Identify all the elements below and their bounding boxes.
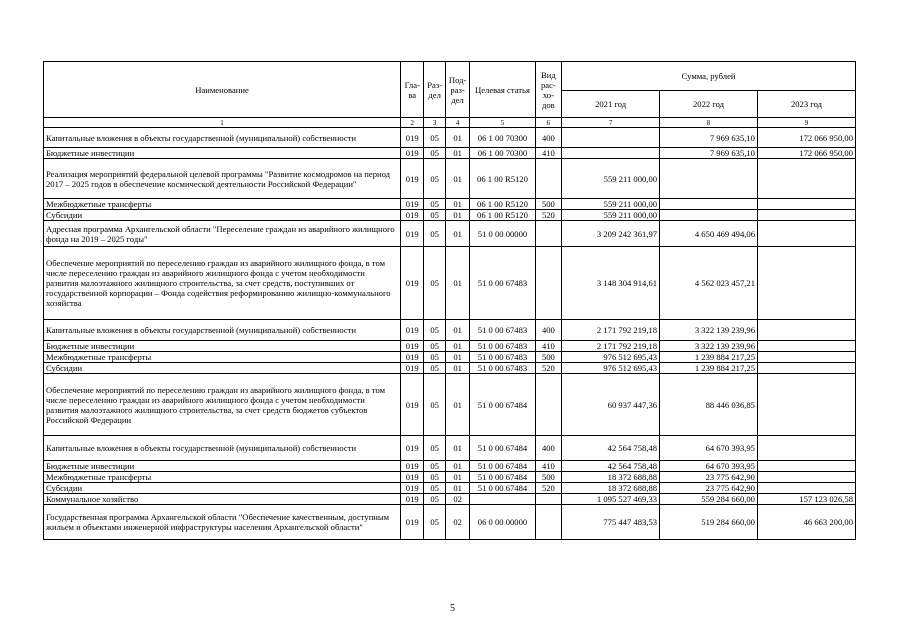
header-razdel: Раз-дел (424, 62, 445, 118)
row-vid-rashodov: 410 (535, 461, 562, 472)
row-amount-2023: 46 663 200,00 (757, 505, 855, 540)
row-amount-2021: 559 211 000,00 (562, 159, 660, 199)
row-amount-2023 (757, 247, 855, 320)
row-vid-rashodov: 400 (535, 436, 562, 461)
row-amount-2022: 519 284 660,00 (660, 505, 758, 540)
row-celevaya-statya: 51 0 00 00000 (470, 221, 535, 247)
row-name: Капитальные вложения в объекты государственной (муниципальной) собственности (44, 128, 401, 148)
row-glava: 019 (401, 352, 424, 363)
row-amount-2021: 2 171 792 219,18 (562, 341, 660, 352)
row-name: Государственная программа Архангельской области "Обеспечение качественным, доступным жильем и объектами инженерной инфраструктуры населения Архангельской области" (44, 505, 401, 540)
table-row (44, 483, 856, 494)
page-number: 5 (450, 603, 455, 614)
row-glava: 019 (401, 436, 424, 461)
row-podrazdel: 01 (445, 374, 469, 436)
row-name: Межбюджетные трансферты (44, 352, 401, 363)
row-razdel: 05 (424, 436, 445, 461)
row-vid-rashodov: 520 (535, 210, 562, 221)
row-amount-2021 (562, 128, 660, 148)
row-amount-2023 (757, 436, 855, 461)
row-glava: 019 (401, 128, 424, 148)
row-amount-2023: 172 066 950,00 (757, 128, 855, 148)
table-row (44, 199, 856, 210)
table-row (44, 221, 856, 247)
row-vid-rashodov: 500 (535, 472, 562, 483)
header-year-2021: 2021 год (562, 91, 660, 118)
row-amount-2021: 775 447 483,53 (562, 505, 660, 540)
row-glava: 019 (401, 494, 424, 505)
table-row (44, 436, 856, 461)
row-amount-2023 (757, 483, 855, 494)
row-amount-2022: 64 670 393,95 (660, 461, 758, 472)
row-amount-2023 (757, 461, 855, 472)
row-name: Бюджетные инвестиции (44, 341, 401, 352)
row-celevaya-statya: 06 0 00 00000 (470, 505, 535, 540)
table-row (44, 352, 856, 363)
row-amount-2021: 18 372 688,88 (562, 483, 660, 494)
row-vid-rashodov: 520 (535, 363, 562, 374)
row-podrazdel: 01 (445, 352, 469, 363)
row-razdel: 05 (424, 494, 445, 505)
row-glava: 019 (401, 199, 424, 210)
row-glava: 019 (401, 461, 424, 472)
row-razdel: 05 (424, 159, 445, 199)
row-amount-2022: 64 670 393,95 (660, 436, 758, 461)
row-podrazdel: 01 (445, 148, 469, 159)
table-row (44, 320, 856, 341)
row-amount-2021: 976 512 695,43 (562, 352, 660, 363)
row-glava: 019 (401, 210, 424, 221)
row-amount-2023 (757, 199, 855, 210)
row-razdel: 05 (424, 210, 445, 221)
row-vid-rashodov (535, 221, 562, 247)
column-number: 2 (401, 118, 424, 128)
row-glava: 019 (401, 320, 424, 341)
row-amount-2023 (757, 352, 855, 363)
row-celevaya-statya: 51 0 00 67483 (470, 320, 535, 341)
row-amount-2023 (757, 159, 855, 199)
row-amount-2023 (757, 221, 855, 247)
row-amount-2022 (660, 199, 758, 210)
row-amount-2022: 7 969 635,10 (660, 128, 758, 148)
row-amount-2022 (660, 210, 758, 221)
row-amount-2023: 172 066 950,00 (757, 148, 855, 159)
row-amount-2023 (757, 374, 855, 436)
row-celevaya-statya: 51 0 00 67483 (470, 247, 535, 320)
column-number: 4 (445, 118, 469, 128)
row-podrazdel: 01 (445, 247, 469, 320)
row-name: Межбюджетные трансферты (44, 472, 401, 483)
table-row (44, 247, 856, 320)
row-amount-2023: 157 123 026,58 (757, 494, 855, 505)
table-row (44, 494, 856, 505)
row-razdel: 05 (424, 128, 445, 148)
column-number: 9 (757, 118, 855, 128)
header-name: Наименование (44, 62, 401, 118)
row-name: Субсидии (44, 483, 401, 494)
row-name: Капитальные вложения в объекты государственной (муниципальной) собственности (44, 320, 401, 341)
row-vid-rashodov: 410 (535, 148, 562, 159)
row-amount-2023 (757, 363, 855, 374)
row-amount-2023 (757, 210, 855, 221)
row-name: Адресная программа Архангельской области "Переселение граждан из аварийного жилищного фонда на 2019 – 2025 годы" (44, 221, 401, 247)
row-podrazdel: 02 (445, 505, 469, 540)
row-amount-2023 (757, 320, 855, 341)
row-amount-2021: 42 564 758,48 (562, 461, 660, 472)
row-name: Обеспечение мероприятий по переселению граждан из аварийного жилищного фонда, в том числе переселению граждан из аварийного жилищного фонда с учетом необходимости развития малоэтажного жилищного строительства, за счет средств, поступивших от государственной корпорации – Фонда содействия реформированию жилищно-коммунального хозяйства (44, 247, 401, 320)
row-razdel: 05 (424, 483, 445, 494)
row-vid-rashodov: 520 (535, 483, 562, 494)
budget-table (43, 61, 856, 540)
row-podrazdel: 01 (445, 341, 469, 352)
table-row (44, 505, 856, 540)
row-podrazdel: 01 (445, 159, 469, 199)
row-razdel: 05 (424, 247, 445, 320)
header-glava: Гла-ва (401, 62, 424, 118)
row-celevaya-statya: 06 1 00 R5120 (470, 159, 535, 199)
table-row (44, 461, 856, 472)
row-razdel: 05 (424, 505, 445, 540)
row-name: Коммунальное хозяйство (44, 494, 401, 505)
row-amount-2021: 1 095 527 469,33 (562, 494, 660, 505)
table-body (44, 128, 856, 540)
row-razdel: 05 (424, 148, 445, 159)
row-celevaya-statya: 06 1 00 70300 (470, 128, 535, 148)
row-amount-2021: 3 148 304 914,61 (562, 247, 660, 320)
row-amount-2021: 3 209 242 361,97 (562, 221, 660, 247)
row-amount-2022: 23 775 642,90 (660, 472, 758, 483)
row-amount-2021: 2 171 792 219,18 (562, 320, 660, 341)
header-year-2023: 2023 год (757, 91, 855, 118)
table-row (44, 341, 856, 352)
row-amount-2023 (757, 341, 855, 352)
header-year-2022: 2022 год (660, 91, 758, 118)
column-number-row (44, 118, 856, 128)
row-amount-2022: 3 322 139 239,96 (660, 341, 758, 352)
row-amount-2022 (660, 159, 758, 199)
row-podrazdel: 01 (445, 461, 469, 472)
row-amount-2022: 3 322 139 239,96 (660, 320, 758, 341)
row-amount-2023 (757, 472, 855, 483)
row-glava: 019 (401, 483, 424, 494)
table-row (44, 128, 856, 148)
row-glava: 019 (401, 374, 424, 436)
row-glava: 019 (401, 247, 424, 320)
row-vid-rashodov (535, 374, 562, 436)
row-glava: 019 (401, 472, 424, 483)
header-summa: Сумма, рублей (562, 62, 856, 91)
row-name: Бюджетные инвестиции (44, 148, 401, 159)
row-amount-2022: 23 775 642,90 (660, 483, 758, 494)
row-amount-2022: 4 650 469 494,06 (660, 221, 758, 247)
row-podrazdel: 01 (445, 199, 469, 210)
column-number: 8 (660, 118, 758, 128)
row-amount-2021: 976 512 695,43 (562, 363, 660, 374)
row-celevaya-statya: 51 0 00 67484 (470, 472, 535, 483)
row-amount-2022: 1 239 884 217,25 (660, 363, 758, 374)
row-amount-2022: 4 562 023 457,21 (660, 247, 758, 320)
row-podrazdel: 01 (445, 363, 469, 374)
header-podrazdel: Под-раз-дел (445, 62, 469, 118)
row-vid-rashodov: 410 (535, 341, 562, 352)
row-amount-2021: 559 211 000,00 (562, 199, 660, 210)
row-podrazdel: 01 (445, 436, 469, 461)
row-vid-rashodov (535, 505, 562, 540)
row-celevaya-statya: 06 1 00 R5120 (470, 199, 535, 210)
row-podrazdel: 01 (445, 472, 469, 483)
row-celevaya-statya: 51 0 00 67483 (470, 352, 535, 363)
row-glava: 019 (401, 505, 424, 540)
row-amount-2022: 88 446 036,85 (660, 374, 758, 436)
row-glava: 019 (401, 221, 424, 247)
header-vid-rashodov: Вид рас-хо-дов (535, 62, 562, 118)
row-celevaya-statya: 51 0 00 67484 (470, 374, 535, 436)
row-celevaya-statya: 51 0 00 67483 (470, 363, 535, 374)
row-podrazdel: 01 (445, 221, 469, 247)
row-name: Субсидии (44, 363, 401, 374)
row-name: Субсидии (44, 210, 401, 221)
row-glava: 019 (401, 341, 424, 352)
row-razdel: 05 (424, 221, 445, 247)
row-razdel: 05 (424, 363, 445, 374)
column-number: 1 (44, 118, 401, 128)
row-amount-2022: 7 969 635,10 (660, 148, 758, 159)
row-amount-2021 (562, 148, 660, 159)
row-name: Реализация мероприятий федеральной целевой программы "Развитие космодромов на период 2017 – 2025 годов в обеспечение космической деятельности Российской Федерации" (44, 159, 401, 199)
row-glava: 019 (401, 363, 424, 374)
row-razdel: 05 (424, 472, 445, 483)
row-razdel: 05 (424, 320, 445, 341)
row-celevaya-statya: 51 0 00 67484 (470, 483, 535, 494)
row-name: Обеспечение мероприятий по переселению граждан из аварийного жилищного фонда, в том числе переселению граждан из аварийного жилищного фонда с учетом необходимости развития малоэтажного жилищного строительства, за счет средств бюджетов субъектов Российской Федерации (44, 374, 401, 436)
row-amount-2021: 60 937 447,36 (562, 374, 660, 436)
table-row (44, 159, 856, 199)
row-celevaya-statya: 51 0 00 67483 (470, 341, 535, 352)
row-razdel: 05 (424, 374, 445, 436)
row-celevaya-statya: 06 1 00 70300 (470, 148, 535, 159)
row-podrazdel: 01 (445, 128, 469, 148)
row-name: Межбюджетные трансферты (44, 199, 401, 210)
table-row (44, 148, 856, 159)
row-podrazdel: 01 (445, 483, 469, 494)
row-vid-rashodov (535, 494, 562, 505)
row-razdel: 05 (424, 352, 445, 363)
row-amount-2021: 42 564 758,48 (562, 436, 660, 461)
row-vid-rashodov: 500 (535, 199, 562, 210)
table-row (44, 363, 856, 374)
row-podrazdel: 02 (445, 494, 469, 505)
row-vid-rashodov: 400 (535, 128, 562, 148)
row-razdel: 05 (424, 461, 445, 472)
row-glava: 019 (401, 159, 424, 199)
row-celevaya-statya (470, 494, 535, 505)
row-amount-2021: 559 211 000,00 (562, 210, 660, 221)
table-row (44, 210, 856, 221)
row-vid-rashodov: 500 (535, 352, 562, 363)
row-razdel: 05 (424, 199, 445, 210)
table-row (44, 472, 856, 483)
column-number: 7 (562, 118, 660, 128)
row-celevaya-statya: 51 0 00 67484 (470, 436, 535, 461)
column-number: 3 (424, 118, 445, 128)
row-amount-2022: 1 239 884 217,25 (660, 352, 758, 363)
row-glava: 019 (401, 148, 424, 159)
row-razdel: 05 (424, 341, 445, 352)
row-amount-2021: 18 372 688,88 (562, 472, 660, 483)
row-celevaya-statya: 51 0 00 67484 (470, 461, 535, 472)
row-vid-rashodov (535, 247, 562, 320)
header-celevaya-statya: Целевая статья (470, 62, 535, 118)
row-vid-rashodov (535, 159, 562, 199)
row-name: Бюджетные инвестиции (44, 461, 401, 472)
row-vid-rashodov: 400 (535, 320, 562, 341)
row-podrazdel: 01 (445, 320, 469, 341)
row-name: Капитальные вложения в объекты государственной (муниципальной) собственности (44, 436, 401, 461)
column-number: 6 (535, 118, 562, 128)
row-celevaya-statya: 06 1 00 R5120 (470, 210, 535, 221)
row-amount-2022: 559 284 660,00 (660, 494, 758, 505)
table-row (44, 374, 856, 436)
row-podrazdel: 01 (445, 210, 469, 221)
column-number: 5 (470, 118, 535, 128)
